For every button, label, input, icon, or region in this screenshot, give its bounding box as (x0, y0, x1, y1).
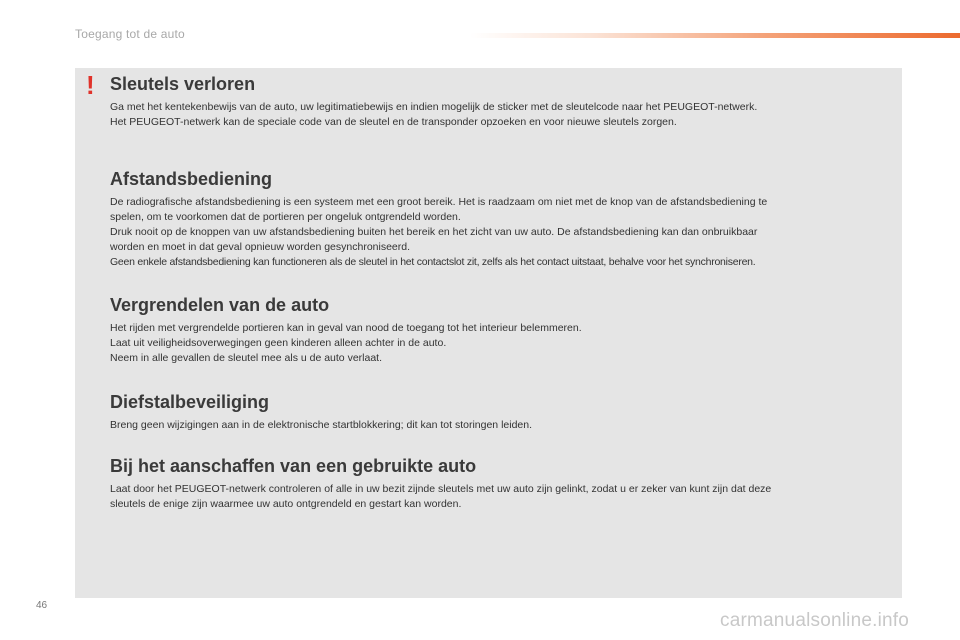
section-heading: Sleutels verloren (110, 74, 256, 94)
section-heading: Diefstalbeveiliging (110, 392, 270, 412)
section-heading: Afstandsbediening (110, 169, 273, 189)
page-number: 46 (36, 600, 48, 611)
section-locking (110, 294, 890, 366)
section-text: De radiografische afstandsbediening is een systeem met een groot bereik. Het is raadzaam om niet met de knop van de afstandsbediening te spelen, om te voorkomen dat de portieren per ongeluk ontgrendeld worden. Druk nooit op de knoppen van uw afstandsbediening buiten het bereik en het zicht van uw auto. De afstandsbediening kan dan onbruikbaar worden en moet in dat geval opnieuw worden gesynchroniseerd. Geen enkele afstandsbediening kan functioneren als de sleutel in het contactslot zit, zelfs als het contact uitstaat, behalve voor het synchroniseren. (110, 196, 768, 268)
section-lost-keys (110, 73, 890, 130)
section-anti-theft (110, 391, 890, 433)
section-text: Laat door het PEUGEOT-netwerk controleren of alle in uw bezit zijnde sleutels met uw auto zijn gelinkt, zodat u er zeker van kunt zijn dat deze sleutels de enige zijn waarmee uw auto ontgrendeld en gestart kan worden. (110, 483, 772, 510)
page-header-title: Toegang tot de auto (75, 27, 185, 41)
section-text: Het rijden met vergrendelde portieren kan in geval van nood de toegang tot het interieur belemmeren. Laat uit veiligheidsoverwegingen geen kinderen alleen achter in de auto. Neem in alle gevallen de sleutel mee als u de auto verlaat. (110, 322, 582, 364)
section-heading: Vergrendelen van de auto (110, 295, 330, 315)
section-used-car (110, 455, 890, 512)
header-accent-bar (470, 33, 960, 38)
section-text: Ga met het kentekenbewijs van de auto, uw legitimatiebewijs en indien mogelijk de sticker met de sleutelcode naar het PEUGEOT-netwerk. Het PEUGEOT-netwerk kan de speciale code van de sleutel en de transponder opzoeken en voor nieuwe sleutels zorgen. (110, 101, 758, 128)
warning-exclamation-icon: ! (86, 70, 95, 100)
section-heading: Bij het aanschaffen van een gebruikte auto (110, 456, 477, 476)
section-text: Breng geen wijzigingen aan in de elektronische startblokkering; dit kan tot storingen leiden. (110, 419, 533, 431)
watermark-text: carmanualsonline.info (720, 610, 910, 631)
section-remote-control (110, 168, 890, 270)
